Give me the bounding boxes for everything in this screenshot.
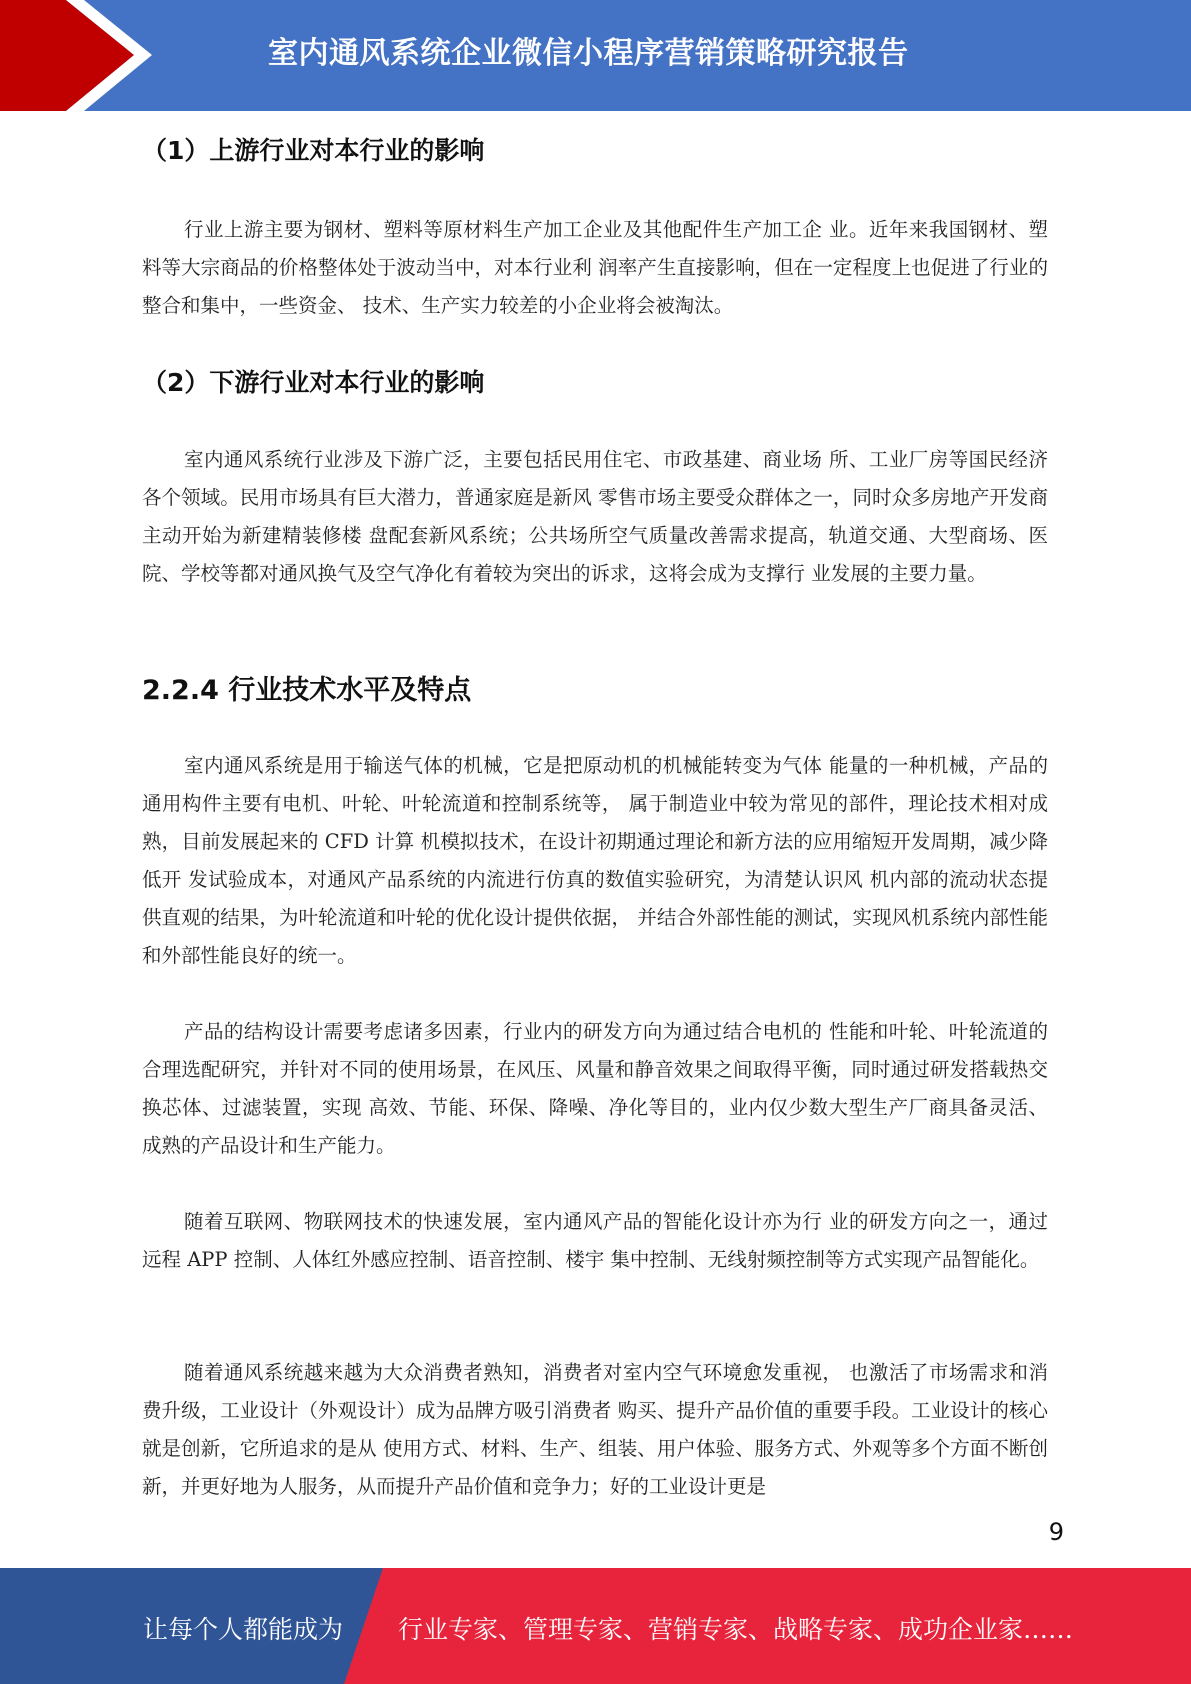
tech-paragraph-1: 室内通风系统是用于输送气体的机械，它是把原动机的机械能转变为气体 能量的一种机械，产品的通用构件主要有电机、叶轮、叶轮流道和控制系统等， 属于制造业中较为常见的部件，理论技术相对成熟，目前发展起来的 CFD 计算 机模拟技术，在设计初期通过理论和新方法的应用缩短开发周期，减少降低开 发试验成本，对通风产品系统的内流进行仿真的数值实验研究，为清楚认识风 机内部的流动状态提供直观的结果，为叶轮流道和叶轮的优化设计提供依据， 并结合外部性能的测试，实现风机系统内部性能和外部性能良好的统一。	[142, 754, 1048, 967]
tech-paragraph-2: 产品的结构设计需要考虑诸多因素，行业内的研发方向为通过结合电机的 性能和叶轮、叶轮流道的合理选配研究，并针对不同的使用场景，在风压、风量和静音效果之间取得平衡，同时通过研发搭载热交换芯体、过滤装置，实现 高效、节能、环保、降噪、净化等目的，业内仅少数大型生产厂商具备灵活、 成熟的产品设计和生产能力。	[142, 1020, 1048, 1157]
footer-slogan-right: 行业专家、管理专家、营销专家、战略专家、成功企业家……	[398, 1615, 1074, 1644]
tech-heading: 2.2.4 行业技术水平及特点	[142, 675, 472, 706]
tech-paragraph-3: 随着互联网、物联网技术的快速发展，室内通风产品的智能化设计亦为行 业的研发方向之一，通过远程 APP 控制、人体红外感应控制、语音控制、楼宇 集中控制、无线射频控制等方式实现产品智能化。	[142, 1210, 1048, 1271]
downstream-heading: （2）下游行业对本行业的影响	[142, 368, 485, 397]
report-title: 室内通风系统企业微信小程序营销策略研究报告	[268, 36, 909, 71]
upstream-paragraph: 行业上游主要为钢材、塑料等原材料生产加工企业及其他配件生产加工企 业。近年来我国钢材、塑料等大宗商品的价格整体处于波动当中，对本行业利 润率产生直接影响，但在一定程度上也促进了行业的整合和集中，一些资金、 技术、生产实力较差的小企业将会被淘汰。	[142, 218, 1048, 317]
downstream-paragraph: 室内通风系统行业涉及下游广泛，主要包括民用住宅、市政基建、商业场 所、工业厂房等国民经济各个领域。民用市场具有巨大潜力，普通家庭是新风 零售市场主要受众群体之一，同时众多房地产开发商主动开始为新建精装修楼 盘配套新风系统；公共场所空气质量改善需求提高，轨道交通、大型商场、医 院、学校等都对通风换气及空气净化有着较为突出的诉求，这将会成为支撑行 业发展的主要力量。	[142, 448, 1048, 585]
page-footer	[0, 1568, 1191, 1684]
page-header	[0, 0, 1191, 111]
tech-paragraph-4: 随着通风系统越来越为大众消费者熟知，消费者对室内空气环境愈发重视， 也激活了市场需求和消费升级，工业设计（外观设计）成为品牌方吸引消费者 购买、提升产品价值的重要手段。工业设计的核心就是创新，它所追求的是从 使用方式、材料、生产、组装、用户体验、服务方式、外观等多个方面不断创 新，并更好地为人服务，从而提升产品价值和竞争力；好的工业设计更是	[142, 1361, 1048, 1498]
footer-slogan-left: 让每个人都能成为	[143, 1615, 344, 1644]
page-number: 9	[1048, 1518, 1064, 1546]
upstream-heading: （1）上游行业对本行业的影响	[142, 136, 485, 165]
